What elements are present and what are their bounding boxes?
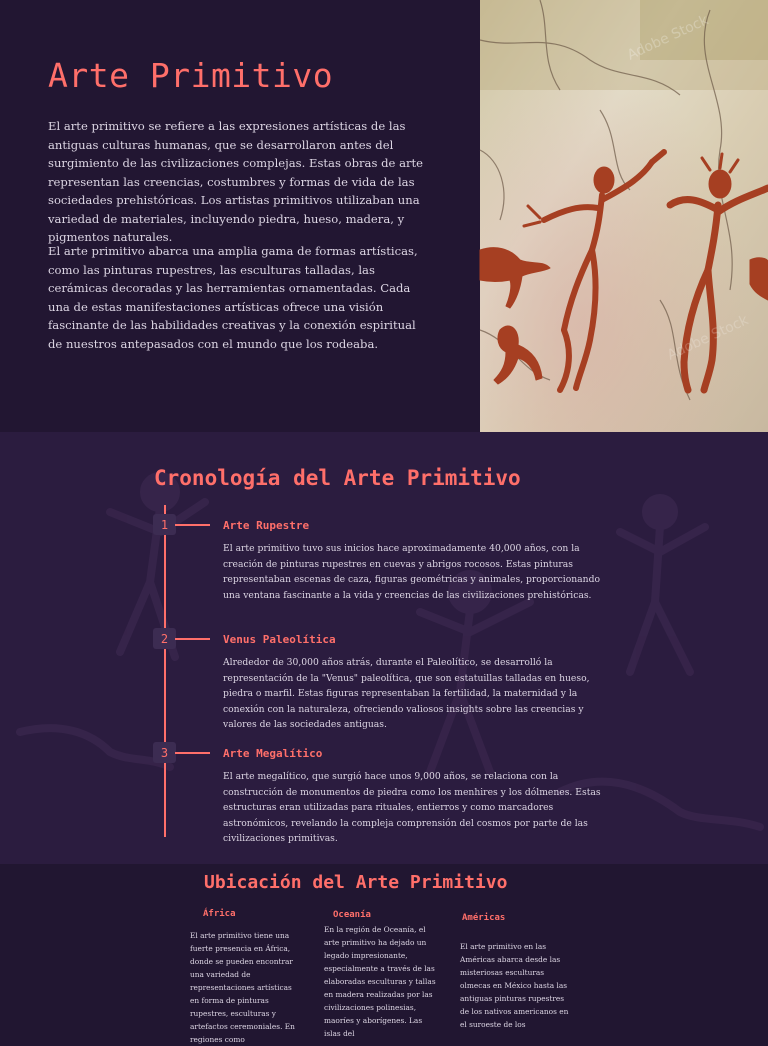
forms-paragraph: El arte primitivo abarca una amplia gama de formas artísticas, como las pinturas rupestres, las esculturas talladas, las cerámicas decoradas y las herramientas ornamentadas. Cada una de estas manifestaciones artísticas ofrece una visión fascinante de las habilidades creativas y la conexión espiritual de nuestros antepasados con el mundo que los rodeaba.: [48, 244, 418, 351]
region-text-oceania: En la región de Oceanía, el arte primitivo ha dejado un legado impresionante, especialmente a través de las elaboradas esculturas y tallas en madera realizadas por las civilizaciones polinesias, maoríes y aborígenes. Las islas del: [324, 925, 436, 1038]
timeline-marker: 2: [153, 628, 176, 649]
timeline-section: [0, 432, 768, 864]
timeline-connector: [175, 752, 210, 754]
timeline-marker: 3: [153, 742, 176, 763]
timeline-axis: [164, 505, 166, 837]
timeline-connector: [175, 524, 210, 526]
hero-section: [0, 0, 768, 432]
timeline-event-title: Arte Megalítico: [223, 747, 323, 760]
locations-title: Ubicación del Arte Primitivo: [204, 872, 508, 893]
region-text-americas: El arte primitivo en las Américas abarca desde las misteriosas esculturas olmecas en México hasta las antiguas pinturas rupestres de los nativos americanos en el suroeste de los: [460, 942, 569, 1029]
timeline-title: Cronología del Arte Primitivo: [154, 466, 521, 490]
cave-painting-illustration: [480, 0, 768, 432]
page-title: Arte Primitivo: [48, 56, 334, 95]
region-title-africa: África: [203, 909, 236, 919]
timeline-marker: 1: [153, 514, 176, 535]
cave-painting-image: [480, 0, 768, 432]
region-text-africa: El arte primitivo tiene una fuerte presencia en África, donde se pueden encontrar una variedad de representaciones artísticas en forma de pinturas rupestres, esculturas y artefactos ceremoniales. En regiones como: [190, 931, 295, 1044]
svg-text:Adobe Stock: Adobe Stock: [624, 12, 711, 64]
timeline-event-title: Venus Paleolítica: [223, 633, 336, 646]
locations-section: [0, 864, 768, 1044]
svg-text:Adobe Stock: Adobe Stock: [664, 312, 751, 364]
intro-paragraph: El arte primitivo se refiere a las expresiones artísticas de las antiguas culturas humanas, que se desarrollaron antes del surgimiento de las civilizaciones complejas. Estas obras de arte representan las creencias, costumbres y formas de vida de las sociedades prehistóricas. Los artistas primitivos utilizaban una variedad de materiales, incluyendo piedra, hueso, madera, y pigmentos naturales.: [48, 119, 424, 244]
timeline-event-text: El arte megalítico, que surgió hace unos 9,000 años, se relaciona con la construcción de monumentos de piedra como los menhires y los dólmenes. Estas estructuras eran utilizadas para rituales, entierros y como marcadores astronómicos, revelando la compleja comprensión del cosmos por parte de las civilizaciones primitivas.: [223, 771, 601, 844]
region-title-americas: Américas: [462, 913, 506, 923]
timeline-event-title: Arte Rupestre: [223, 519, 310, 532]
timeline-event-text: Alrededor de 30,000 años atrás, durante el Paleolítico, se desarrolló la representación de la "Venus" paleolítica, que son estatuillas talladas en hueso, piedra o marfil. Estas figuras representaban la fertilidad, la maternidad y la conexión con la naturaleza, ofreciendo valiosos insights sobre las creencias y valores de las sociedades antiguas.: [223, 657, 590, 730]
timeline-event-text: El arte primitivo tuvo sus inicios hace aproximadamente 40,000 años, con la creación de pinturas rupestres en cuevas y abrigos rocosos. Estas pinturas representaban escenas de caza, figuras geométricas y animales, proporcionando una ventana fascinante a la vida y creencias de las civilizaciones prehistóricas.: [223, 543, 600, 601]
region-title-oceania: Oceanía: [333, 910, 371, 920]
timeline-connector: [175, 638, 210, 640]
